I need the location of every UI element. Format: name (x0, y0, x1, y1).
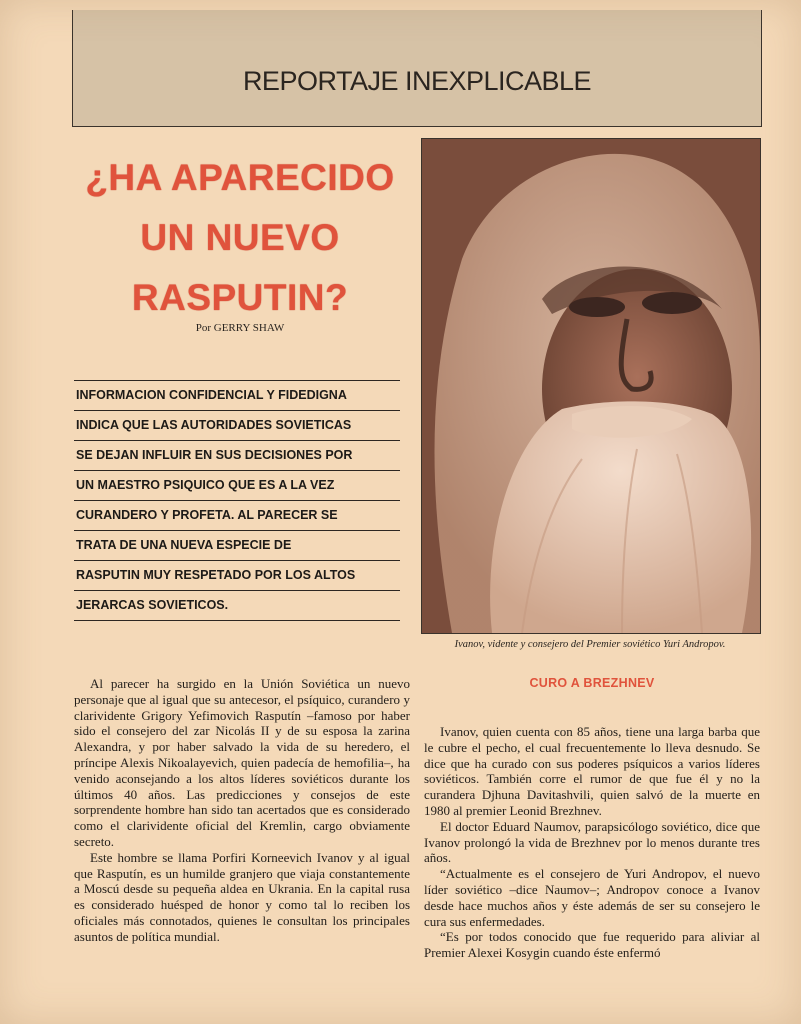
summary-line: INFORMACION CONFIDENCIAL Y FIDEDIGNA (74, 380, 400, 410)
headline-line-3: RASPUTIN? (131, 277, 349, 318)
summary-line: UN MAESTRO PSIQUICO QUE ES A LA VEZ (74, 470, 400, 500)
summary-line: RASPUTIN MUY RESPETADO POR LOS ALTOS (74, 560, 400, 590)
section-header (72, 10, 762, 127)
body-paragraph: Al parecer ha surgido en la Unión Soviética un nuevo personaje que al igual que su antecesor, el psíquico, curandero y clarividente Grigory Yefimovich Rasputín –famoso por haber sido el consejero del zar Nicolás II y de su esposa la zarina Alexandra, y por haber salvado la vida de su heredero, el príncipe Alexis Nikoalayevich, quien padecía de hemofilia–, ha venido aconsejando a los altos líderes soviéticos durante los últimos 40 años. Las predicciones y consejos de este sorprendente hombre han sido tan acertados que es considerado como el clarividente oficial del Kremlin, cargo obviamente secreto. (74, 676, 410, 849)
article-headline (60, 148, 420, 328)
photo-caption: Ivanov, vidente y consejero del Premier soviético Yuri Andropov. (454, 639, 726, 650)
body-column-right (424, 724, 760, 961)
headline-line-1: ¿HA APARECIDO (85, 157, 395, 198)
summary-line: SE DEJAN INFLUIR EN SUS DECISIONES POR (74, 440, 400, 470)
summary-line: INDICA QUE LAS AUTORIDADES SOVIETICAS (74, 410, 400, 440)
body-paragraph: Ivanov, quien cuenta con 85 años, tiene una larga barba que le cubre el pecho, el cual frecuentemente lo lleva desnudo. Se dice que ha curado con sus poderes psíquicos a varios líderes soviéticos. También corre el rumor de que fue él y no la curandera Djhuna Davitashvili, quien salvó de la muerte en 1980 al premier Leonid Brezhnev. (424, 724, 760, 818)
section-title: REPORTAJE INEXPLICABLE (242, 66, 592, 96)
body-paragraph: Este hombre se llama Porfiri Korneevich Ivanov y al igual que Rasputín, es un humilde granjero que viaja constantemente a Moscú desde su pequeña aldea en Ukrania. En la capital rusa es considerado huésped de honor y como tal lo reciben los oficiales más connotados, quienes le consultan los principales asuntos de política mundial. (74, 849, 410, 944)
subheading: CURO A BREZHNEV (529, 676, 655, 690)
summary-line: CURANDERO Y PROFETA. AL PARECER SE (74, 500, 400, 530)
summary-line: JERARCAS SOVIETICOS. (74, 590, 400, 621)
body-paragraph: “Actualmente es el consejero de Yuri Andropov, el nuevo líder soviético –dice Naumov–; Andropov conoce a Ivanov desde hace muchos años y éste además de ser su consejero le cura sus enfermedades. (424, 866, 760, 929)
summary-line: TRATA DE UNA NUEVA ESPECIE DE (74, 530, 400, 560)
body-paragraph: “Es por todos conocido que fue requerido para aliviar al Premier Alexei Kosygin cuando éste enfermó (424, 929, 760, 961)
body-column-left (74, 676, 410, 945)
portrait-illustration (422, 139, 760, 633)
portrait-photo (421, 138, 761, 634)
byline: Por GERRY SHAW (195, 322, 285, 334)
summary-box (74, 380, 400, 621)
headline-line-2: UN NUEVO (140, 217, 340, 258)
body-paragraph: El doctor Eduard Naumov, parapsicólogo soviético, dice que Ivanov prolongó la vida de Brezhnev por lo menos durante tres años. (424, 818, 760, 866)
